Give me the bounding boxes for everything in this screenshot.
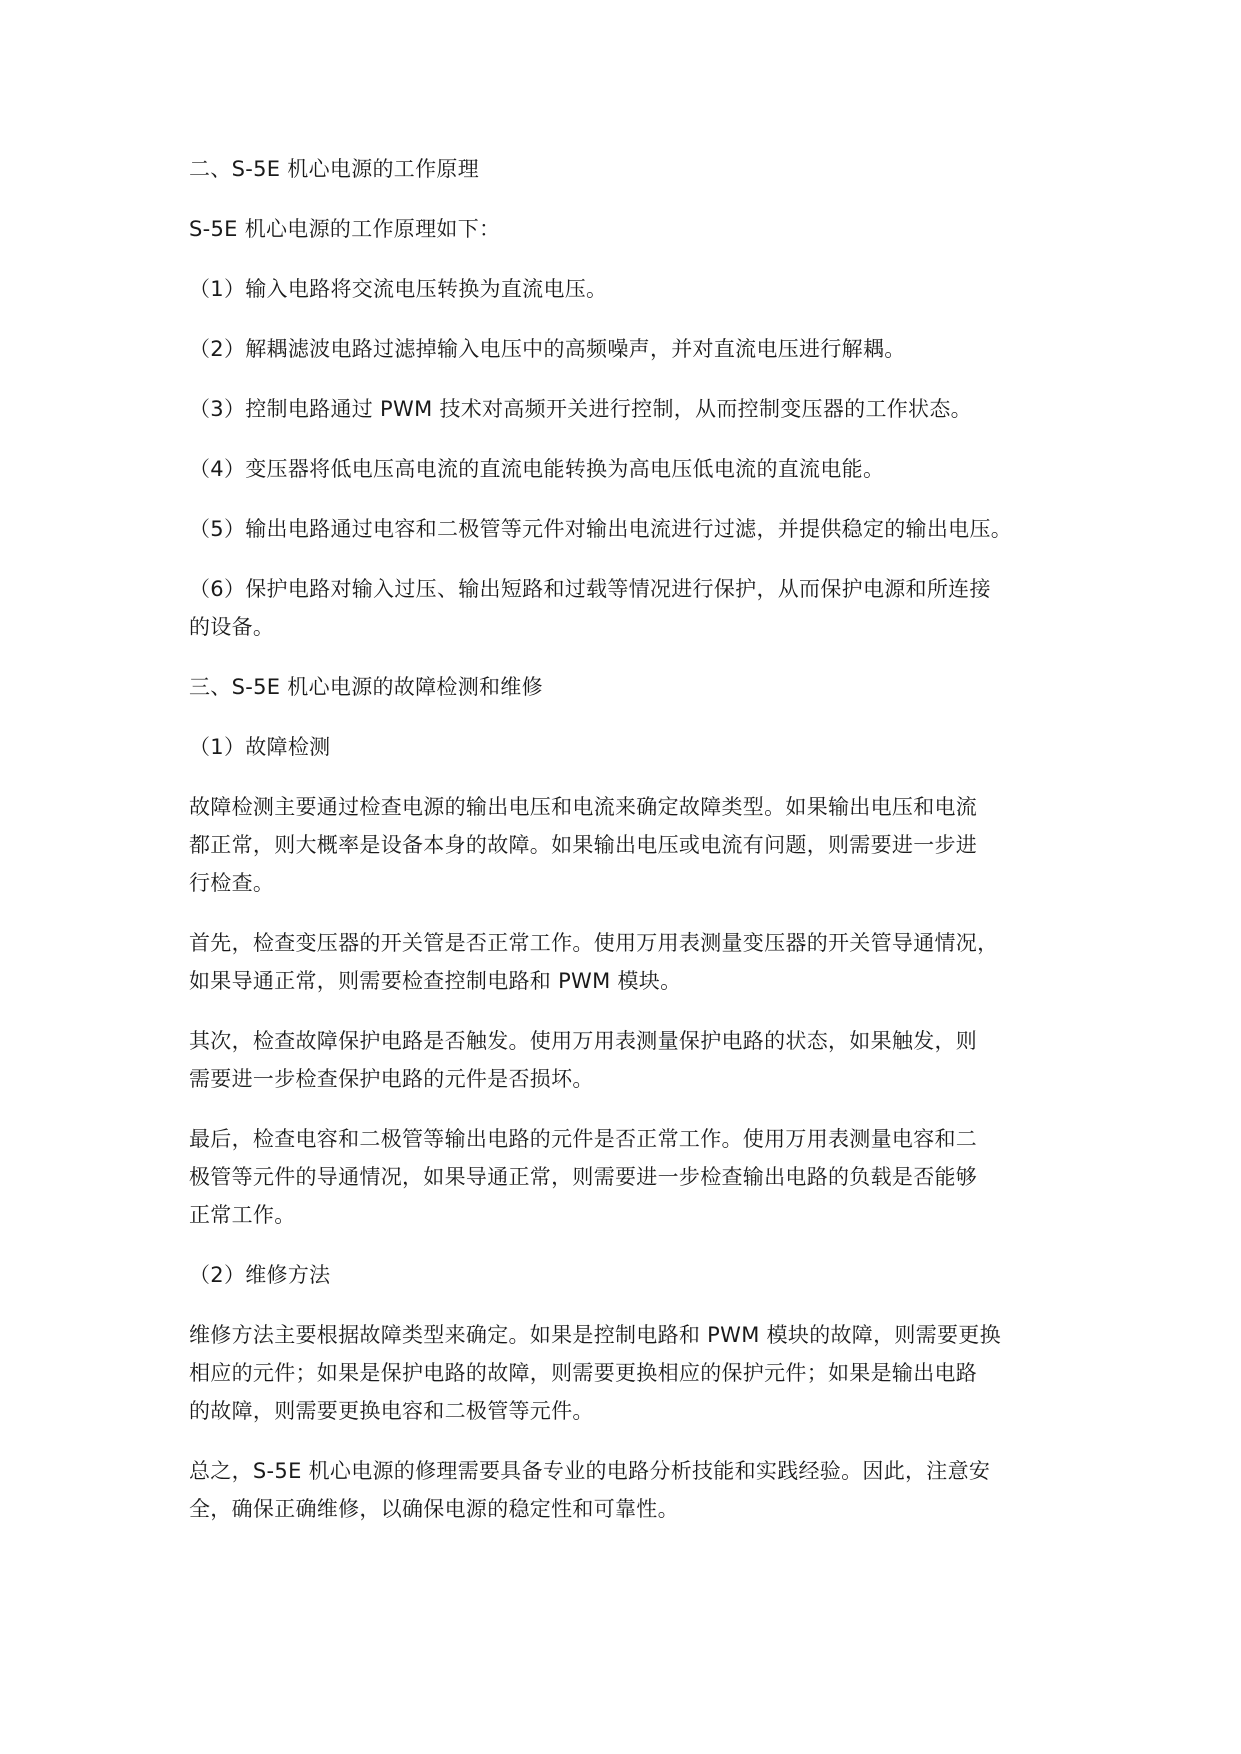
text-line: 最后，检查电容和二极管等输出电路的元件是否正常工作。使用万用表测量电容和二 xyxy=(189,1127,978,1151)
text-line: 故障检测主要通过检查电源的输出电压和电流来确定故障类型。如果输出电压和电流 xyxy=(189,795,978,819)
paragraph xyxy=(189,1120,1089,1234)
text-line: （4）变压器将低电压高电流的直流电能转换为高电压低电流的直流电能。 xyxy=(189,457,885,481)
text-line: 其次，检查故障保护电路是否触发。使用万用表测量保护电路的状态，如果触发，则 xyxy=(189,1029,978,1053)
paragraph xyxy=(189,1452,1089,1528)
document-body xyxy=(189,150,1089,1528)
paragraph xyxy=(189,330,1089,368)
paragraph xyxy=(189,728,1089,766)
paragraph xyxy=(189,924,1089,1000)
text-line: （6）保护电路对输入过压、输出短路和过载等情况进行保护，从而保护电源和所连接 xyxy=(189,577,991,601)
text-line: 正常工作。 xyxy=(189,1203,296,1227)
paragraph xyxy=(189,510,1089,548)
paragraph xyxy=(189,1022,1089,1098)
text-line: 都正常，则大概率是设备本身的故障。如果输出电压或电流有问题，则需要进一步进 xyxy=(189,833,978,857)
paragraph xyxy=(189,150,1089,188)
paragraph xyxy=(189,668,1089,706)
document-page xyxy=(189,150,1089,1550)
paragraph xyxy=(189,1316,1089,1430)
text-line: 维修方法主要根据故障类型来确定。如果是控制电路和 PWM 模块的故障，则需要更换 xyxy=(189,1323,1001,1347)
text-line: （1）故障检测 xyxy=(189,735,331,759)
paragraph xyxy=(189,390,1089,428)
text-line: （1）输入电路将交流电压转换为直流电压。 xyxy=(189,277,608,301)
text-line: （2）维修方法 xyxy=(189,1263,331,1287)
paragraph xyxy=(189,270,1089,308)
text-line: 的故障，则需要更换电容和二极管等元件。 xyxy=(189,1399,594,1423)
text-line: S-5E 机心电源的工作原理如下： xyxy=(189,217,501,241)
text-line: 首先，检查变压器的开关管是否正常工作。使用万用表测量变压器的开关管导通情况， xyxy=(189,931,999,955)
text-line: （5）输出电路通过电容和二极管等元件对输出电流进行过滤，并提供稳定的输出电压。 xyxy=(189,517,1013,541)
paragraph xyxy=(189,450,1089,488)
text-line: （3）控制电路通过 PWM 技术对高频开关进行控制，从而控制变压器的工作状态。 xyxy=(189,397,972,421)
paragraph xyxy=(189,788,1089,902)
paragraph xyxy=(189,210,1089,248)
text-line: 需要进一步检查保护电路的元件是否损坏。 xyxy=(189,1067,594,1091)
text-line: （2）解耦滤波电路过滤掉输入电压中的高频噪声，并对直流电压进行解耦。 xyxy=(189,337,906,361)
paragraph xyxy=(189,1256,1089,1294)
text-line: 总之，S-5E 机心电源的修理需要具备专业的电路分析技能和实践经验。因此，注意安 xyxy=(189,1459,991,1483)
text-line: 二、S-5E 机心电源的工作原理 xyxy=(189,157,480,181)
text-line: 相应的元件；如果是保护电路的故障，则需要更换相应的保护元件；如果是输出电路 xyxy=(189,1361,978,1385)
text-line: 全，确保正确维修，以确保电源的稳定性和可靠性。 xyxy=(189,1497,679,1521)
text-line: 的设备。 xyxy=(189,615,275,639)
text-line: 三、S-5E 机心电源的故障检测和维修 xyxy=(189,675,543,699)
text-line: 如果导通正常，则需要检查控制电路和 PWM 模块。 xyxy=(189,969,682,993)
paragraph xyxy=(189,570,1089,646)
text-line: 极管等元件的导通情况，如果导通正常，则需要进一步检查输出电路的负载是否能够 xyxy=(189,1165,978,1189)
text-line: 行检查。 xyxy=(189,871,275,895)
